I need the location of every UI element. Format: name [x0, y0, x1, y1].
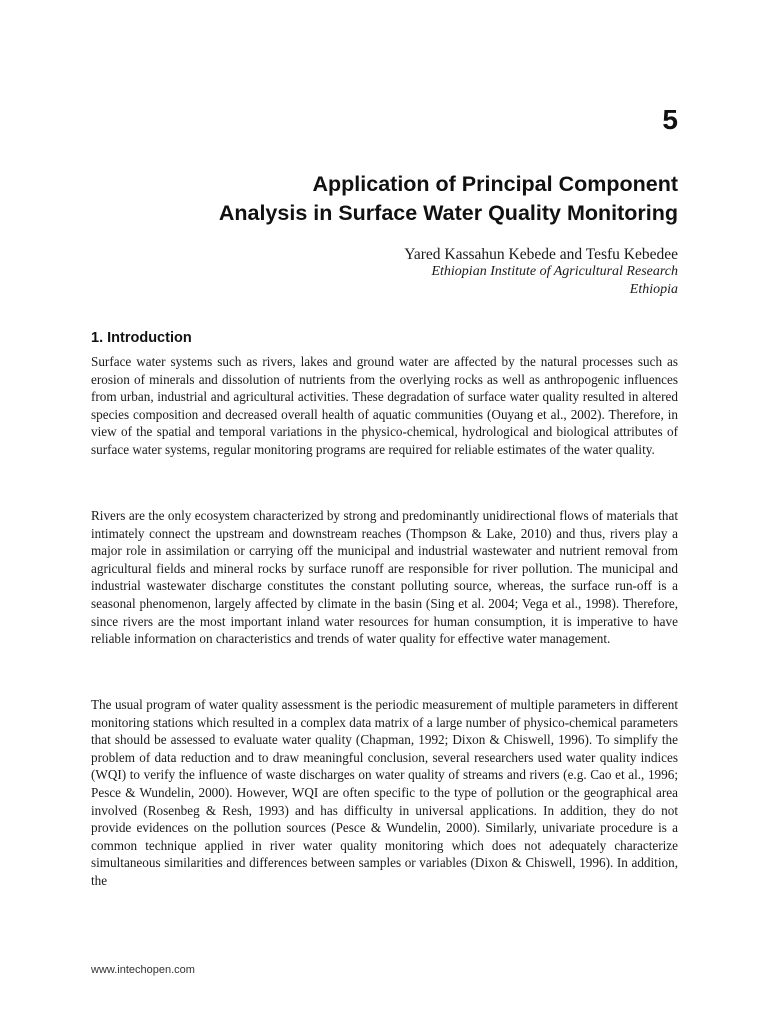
chapter-title-line-2: Analysis in Surface Water Quality Monitoring	[218, 201, 678, 225]
section-heading: 1. Introduction	[91, 330, 192, 346]
author-names: Yared Kassahun Kebede and Tesfu Kebedee	[404, 246, 678, 263]
paragraph-2: Rivers are the only ecosystem characterized by strong and predominantly unidirectional flows of materials that intimately connect the upstream and downstream reaches (Thompson & Lake, 2010) and thus, rivers play a major role in assimilation or carrying off the municipal and industrial wastewater and nutrient removal from agricultural fields and mineral rocks by surface runoff are responsible for river pollution. The municipal and industrial wastewater discharge constitutes the constant polluting source, whereas, the surface run-off is a seasonal phenomenon, largely affected by climate in the basin (Sing et al. 2004; Vega et al., 1998). Therefore, since rivers are the most important inland water resources for human consumption, it is imperative to have reliable information on characteristics and trends of water quality for effective water management.	[91, 508, 678, 647]
author-affiliation: Ethiopian Institute of Agricultural Research	[431, 264, 678, 279]
paragraph-1: Surface water systems such as rivers, lakes and ground water are affected by the natural processes such as erosion of minerals and dissolution of nutrients from the overlying rocks as well as anthropogenic influences from urban, industrial and agricultural activities. These degradation of surface water quality resulted in altered species composition and decreased overall health of aquatic communities (Ouyang et al., 2002). Therefore, in view of the spatial and temporal variations in the physico-chemical, hydrological and biological attributes of surface water systems, regular monitoring programs are required for reliable estimates of the water quality.	[91, 354, 678, 457]
footer-url: www.intechopen.com	[91, 964, 195, 976]
author-country: Ethiopia	[629, 282, 678, 297]
chapter-number: 5	[662, 104, 678, 135]
chapter-title	[78, 170, 678, 228]
paragraph-3: The usual program of water quality assessment is the periodic measurement of multiple parameters in different monitoring stations which resulted in a complex data matrix of a large number of physico-chemical parameters that should be assessed to evaluate water quality (Chapman, 1992; Dixon & Chiswell, 1996). To simplify the problem of data reduction and to draw meaningful conclusion, several researchers used water quality indices (WQI) to verify the influence of waste discharges on water quality of streams and rivers (e.g. Cao et al., 1996; Pesce & Wundelin, 2000). However, WQI are often specific to the type of pollution or the geographical area involved (Rosenbeg & Resh, 1993) and has difficulty in universal applications. In addition, they do not provide evidences on the pollution sources (Pesce & Wundelin, 2000). Similarly, univariate procedure is a common technique applied in river water quality monitoring which does not adequately characterize simultaneous similarities and differences between samples or variables (Dixon & Chiswell, 1996). In addition, the	[91, 697, 678, 888]
chapter-title-line-1: Application of Principal Component	[312, 172, 678, 196]
